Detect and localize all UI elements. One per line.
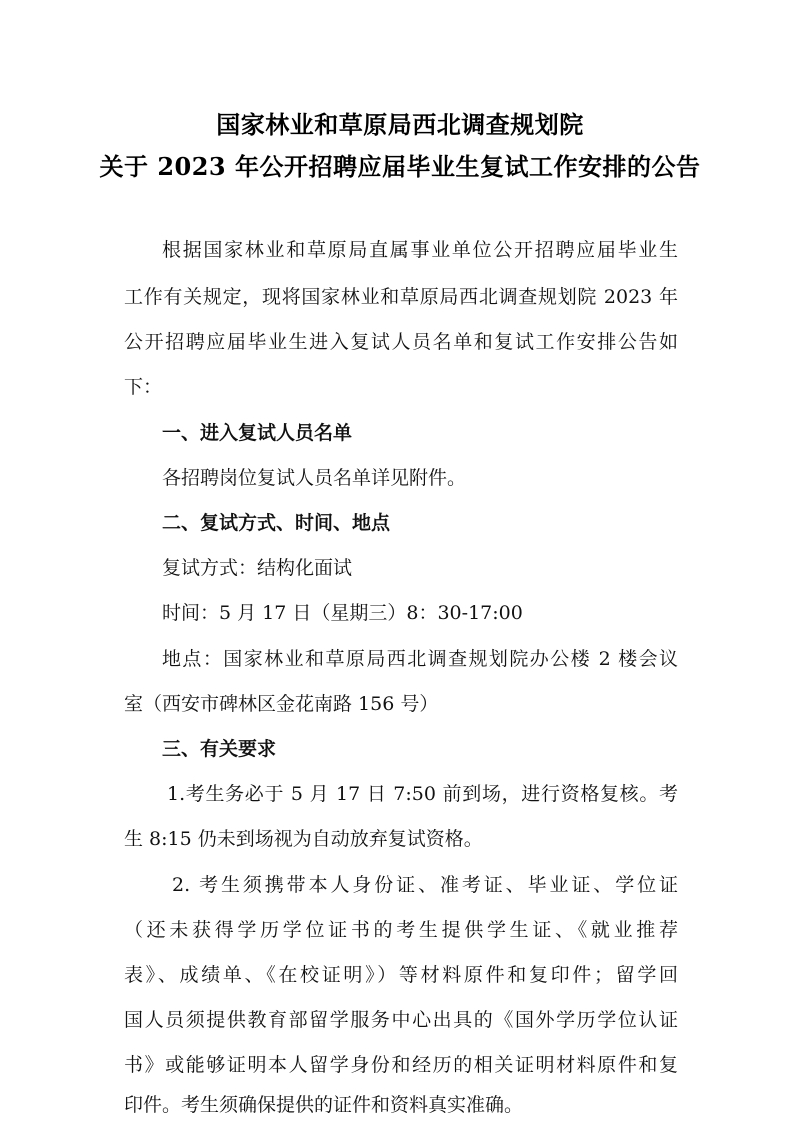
section1-heading: 一、进入复试人员名单 xyxy=(162,422,353,444)
interview-time: 时间：5 月 17 日（星期三）8：30-17:00 xyxy=(162,602,523,624)
section1-text: 各招聘岗位复试人员名单详见附件。 xyxy=(162,467,467,489)
requirement-2-line-1: 2. 考生须携带本人身份证、准考证、毕业证、学位证 xyxy=(172,874,678,896)
requirement-2-line-5: 书》或能够证明本人留学身份和经历的相关证明材料原件和复 xyxy=(124,1054,678,1076)
requirement-2-line-2: （还未获得学历学位证书的考生提供学生证、《就业推荐 xyxy=(124,919,678,941)
intro-line-1: 根据国家林业和草原局直属事业单位公开招聘应届毕业生 xyxy=(162,239,678,261)
location-line-2: 室（西安市碑林区金花南路 156 号） xyxy=(124,693,439,715)
intro-line-4: 下： xyxy=(124,376,163,398)
interview-method: 复试方式：结构化面试 xyxy=(162,557,353,579)
intro-line-3: 公开招聘应届毕业生进入复试人员名单和复试工作安排公告如 xyxy=(124,331,678,353)
section3-heading: 三、有关要求 xyxy=(162,738,277,760)
requirement-2-line-4: 国人员须提供教育部留学服务中心出具的《国外学历学位认证 xyxy=(124,1009,678,1031)
section2-heading: 二、复试方式、时间、地点 xyxy=(162,512,391,534)
requirement-1-line-1: 1.考生务必于 5 月 17 日 7:50 前到场，进行资格复核。考 xyxy=(167,783,678,805)
requirement-1-line-2: 生 8:15 仍未到场视为自动放弃复试资格。 xyxy=(124,828,483,850)
location-line-1: 地点：国家林业和草原局西北调查规划院办公楼 2 楼会议 xyxy=(162,648,678,670)
intro-line-2: 工作有关规定，现将国家林业和草原局西北调查规划院 2023 年 xyxy=(124,286,678,308)
title-line-2: 关于 2023 年公开招聘应届毕业生复试工作安排的公告 xyxy=(99,152,701,181)
requirement-2-line-6: 印件。考生须确保提供的证件和资料真实准确。 xyxy=(124,1094,524,1116)
requirement-2-line-3: 表》、成绩单、《在校证明》）等材料原件和复印件；留学回 xyxy=(124,964,678,986)
title-line-1: 国家林业和草原局西北调查规划院 xyxy=(216,110,584,139)
